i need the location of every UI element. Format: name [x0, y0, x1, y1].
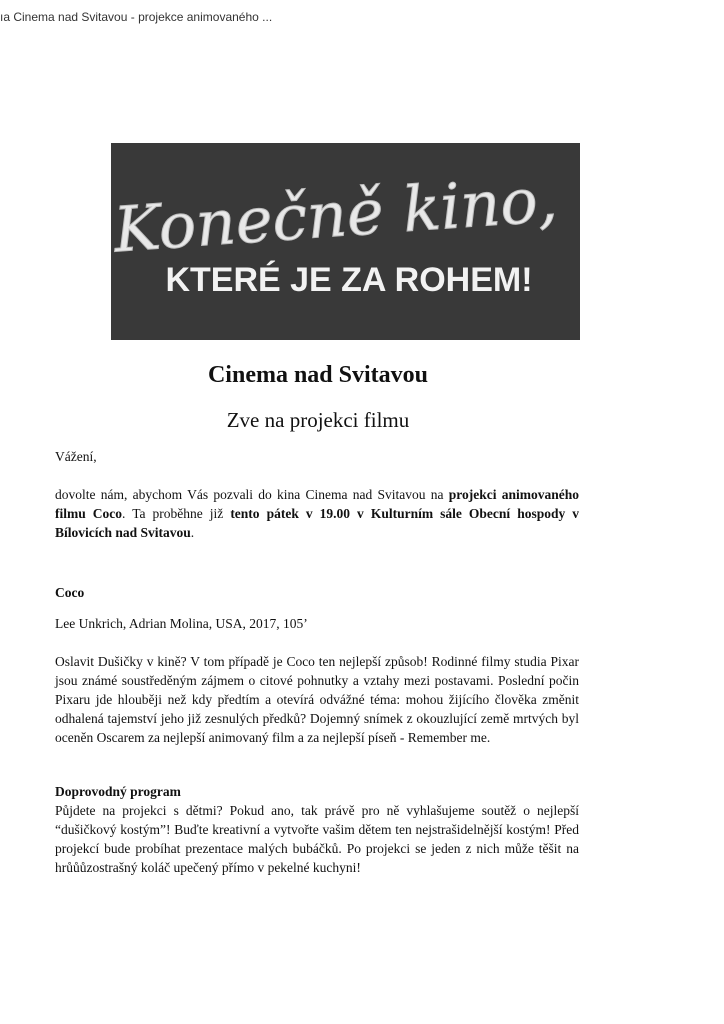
- invitation-paragraph: [55, 485, 579, 542]
- invitation-text-3: .: [190, 525, 195, 540]
- film-name: Coco: [55, 585, 85, 600]
- page-title: Cinema nad Svitavou: [207, 362, 429, 388]
- banner-line2: KTERÉ JE ZA ROHEM!: [165, 261, 533, 299]
- banner-logo: [111, 143, 580, 340]
- banner-line1: Konečně kino,: [111, 162, 560, 267]
- program-text: Půjdete na projekci s dětmi? Pokud ano, tak právě pro ně vyhlašujeme soutěž o nejlepší “dušičkový kostým”! Buďte kreativní a vytvořte vašim dětem ten nejstrašidelnější kostým! Před projekcí bude probíhat prezentace malých bubáčků. Po projekci se jeden z nich může těšit na hrůůůzostrašný koláč upečený přímo v pekelné kuchyni!: [55, 803, 579, 875]
- invitation-bold-2: tento pátek v 19.00 v Kulturním sále Obecní hospody v Bílovicích nad Svitavou: [55, 506, 579, 540]
- greeting: Vážení,: [55, 449, 97, 464]
- page-header-title: ıa Cinema nad Svitavou - projekce animovaného ...: [0, 10, 273, 24]
- program-heading: Doprovodný program: [55, 784, 181, 799]
- invitation-text-1: dovolte nám, abychom Vás pozvali do kina Cinema nad Svitavou na: [55, 487, 449, 502]
- page-subtitle: Zve na projekci filmu: [226, 408, 410, 432]
- invitation-bold-1: projekci animovaného filmu Coco: [55, 487, 579, 521]
- film-description: Oslavit Dušičky v kině? V tom případě je Coco ten nejlepší způsob! Rodinné filmy studia Pixar jsou známé soustředěným zájmem o citové pohnutky a vztahy mezi postavami. Poslední počin Pixaru jde hlouběji než kdy předtím a otevírá odvážné téma: mohou žijícího člověka změnit odhalená tajemství jeho již zesnulých předků? Dojemný snímek z okouzlující země mrtvých byl oceněn Oscarem za nejlepší animovaný film a za nejlepší píseň - Remember me.: [55, 654, 579, 745]
- invitation-text-2: . Ta proběhne již: [122, 506, 231, 521]
- film-credits: Lee Unkrich, Adrian Molina, USA, 2017, 105’: [55, 616, 308, 631]
- banner-graphic: [111, 143, 580, 340]
